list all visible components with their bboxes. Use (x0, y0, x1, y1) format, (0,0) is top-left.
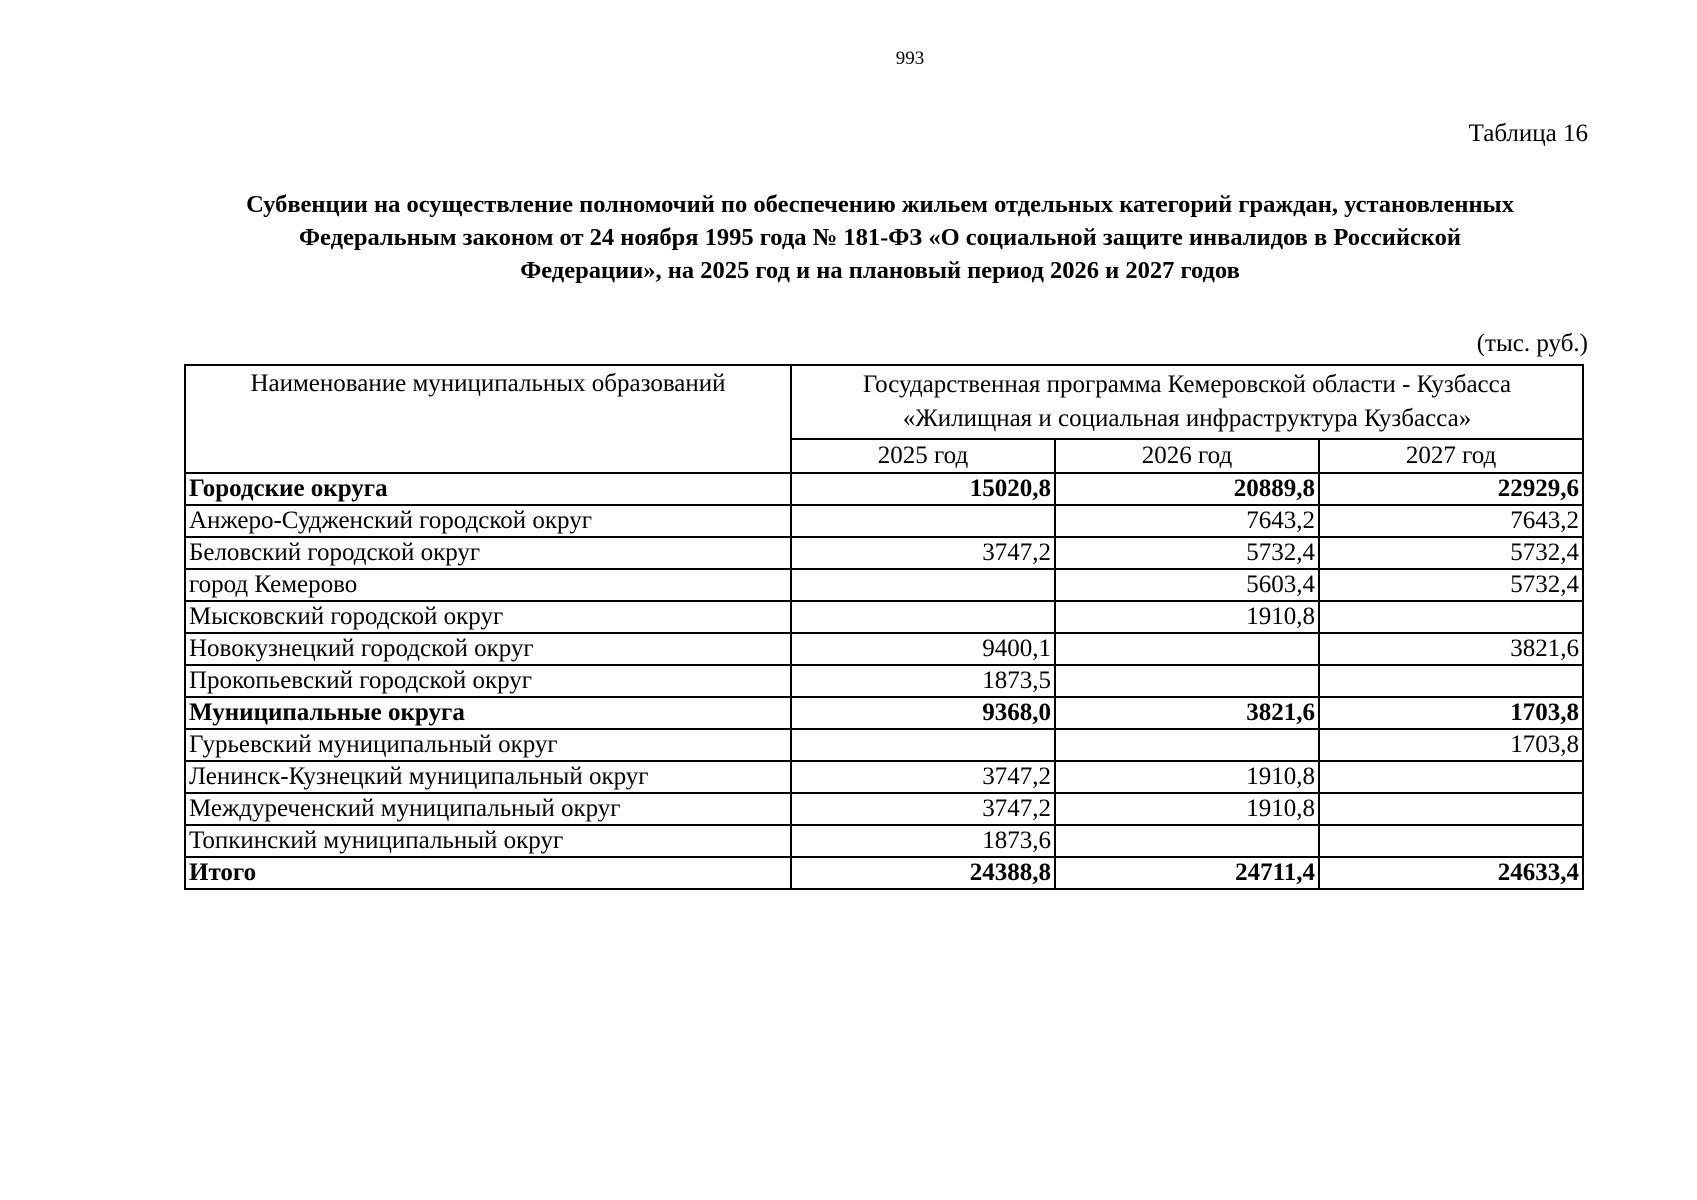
amount-cell-2026 (1055, 729, 1319, 761)
document-title (180, 188, 1580, 287)
municipality-name-cell: Гурьевский муниципальный округ (185, 729, 791, 761)
amount-cell-2026: 7643,2 (1055, 505, 1319, 537)
amount-cell-2027 (1319, 665, 1583, 697)
amount-cell-2027 (1319, 601, 1583, 633)
subtotal-row (185, 697, 1583, 729)
amount-cell-2026: 1910,8 (1055, 761, 1319, 793)
table-row (185, 505, 1583, 537)
table-header-row (185, 365, 1583, 439)
amount-cell-2027: 5732,4 (1319, 569, 1583, 601)
amount-cell-2026 (1055, 633, 1319, 665)
amount-cell-2026: 5603,4 (1055, 569, 1319, 601)
table-row (185, 633, 1583, 665)
table-body (185, 473, 1583, 889)
municipality-name-cell: Прокопьевский городской округ (185, 665, 791, 697)
amount-cell-2026: 3821,6 (1055, 697, 1319, 729)
amount-cell-2027: 1703,8 (1319, 729, 1583, 761)
units-label: (тыс. руб.) (1476, 330, 1588, 357)
municipality-name-cell: Ленинск-Кузнецкий муниципальный округ (185, 761, 791, 793)
amount-cell-2025 (791, 569, 1055, 601)
title-line: Федерации», на 2025 год и на плановый период 2026 и 2027 годов (520, 257, 1240, 284)
header-municipality-name: Наименование муниципальных образований (185, 365, 791, 473)
municipality-name-cell: Топкинский муниципальный округ (185, 825, 791, 857)
municipality-name-cell: Анжеро-Судженский городской округ (185, 505, 791, 537)
table-row (185, 825, 1583, 857)
amount-cell-2025 (791, 505, 1055, 537)
table-row (185, 729, 1583, 761)
amount-cell-2027: 7643,2 (1319, 505, 1583, 537)
amount-cell-2026: 1910,8 (1055, 793, 1319, 825)
municipality-name-cell: Мысковский городской округ (185, 601, 791, 633)
municipality-name-cell: Новокузнецкий городской округ (185, 633, 791, 665)
amount-cell-2025: 3747,2 (791, 537, 1055, 569)
amount-cell-2027 (1319, 793, 1583, 825)
amount-cell-2025: 15020,8 (791, 473, 1055, 505)
total-row (185, 857, 1583, 889)
header-year-2027: 2027 год (1319, 439, 1583, 473)
amount-cell-2025: 9368,0 (791, 697, 1055, 729)
table-label: Таблица 16 (1468, 120, 1588, 147)
table-row (185, 569, 1583, 601)
amount-cell-2026: 20889,8 (1055, 473, 1319, 505)
amount-cell-2025 (791, 729, 1055, 761)
table-row (185, 537, 1583, 569)
amount-cell-2025: 3747,2 (791, 793, 1055, 825)
amount-cell-2026: 24711,4 (1055, 857, 1319, 889)
amount-cell-2026 (1055, 825, 1319, 857)
amount-cell-2025: 1873,5 (791, 665, 1055, 697)
header-year-2025: 2025 год (791, 439, 1055, 473)
amount-cell-2027 (1319, 825, 1583, 857)
amount-cell-2025: 24388,8 (791, 857, 1055, 889)
municipality-name-cell: город Кемерово (185, 569, 791, 601)
amount-cell-2026 (1055, 665, 1319, 697)
header-program-line: Государственная программа Кемеровской области - Кузбасса (862, 371, 1512, 398)
header-year-2026: 2026 год (1055, 439, 1319, 473)
amount-cell-2026: 5732,4 (1055, 537, 1319, 569)
municipality-name-cell: Городские округа (185, 473, 791, 505)
amount-cell-2027: 5732,4 (1319, 537, 1583, 569)
amount-cell-2027: 24633,4 (1319, 857, 1583, 889)
amount-cell-2025: 9400,1 (791, 633, 1055, 665)
amount-cell-2025: 1873,6 (791, 825, 1055, 857)
amount-cell-2027: 22929,6 (1319, 473, 1583, 505)
table-row (185, 601, 1583, 633)
page-number: 993 (895, 48, 925, 69)
municipality-name-cell: Беловский городской округ (185, 537, 791, 569)
amount-cell-2025: 3747,2 (791, 761, 1055, 793)
table-row (185, 761, 1583, 793)
subsidy-table (184, 364, 1584, 890)
amount-cell-2027: 3821,6 (1319, 633, 1583, 665)
subtotal-row (185, 473, 1583, 505)
municipality-name-cell: Итого (185, 857, 791, 889)
amount-cell-2026: 1910,8 (1055, 601, 1319, 633)
amount-cell-2027 (1319, 761, 1583, 793)
title-line: Федеральным законом от 24 ноября 1995 года № 181-ФЗ «О социальной защите инвалидов в Российской (298, 224, 1462, 251)
amount-cell-2025 (791, 601, 1055, 633)
header-program (791, 365, 1583, 439)
header-program-line: «Жилищная и социальная инфраструктура Кузбасса» (902, 405, 1472, 432)
table-row (185, 665, 1583, 697)
municipality-name-cell: Муниципальные округа (185, 697, 791, 729)
table-row (185, 793, 1583, 825)
municipality-name-cell: Междуреченский муниципальный округ (185, 793, 791, 825)
amount-cell-2027: 1703,8 (1319, 697, 1583, 729)
title-line: Субвенции на осуществление полномочий по обеспечению жильем отдельных категорий граждан, установленных (246, 191, 1514, 218)
